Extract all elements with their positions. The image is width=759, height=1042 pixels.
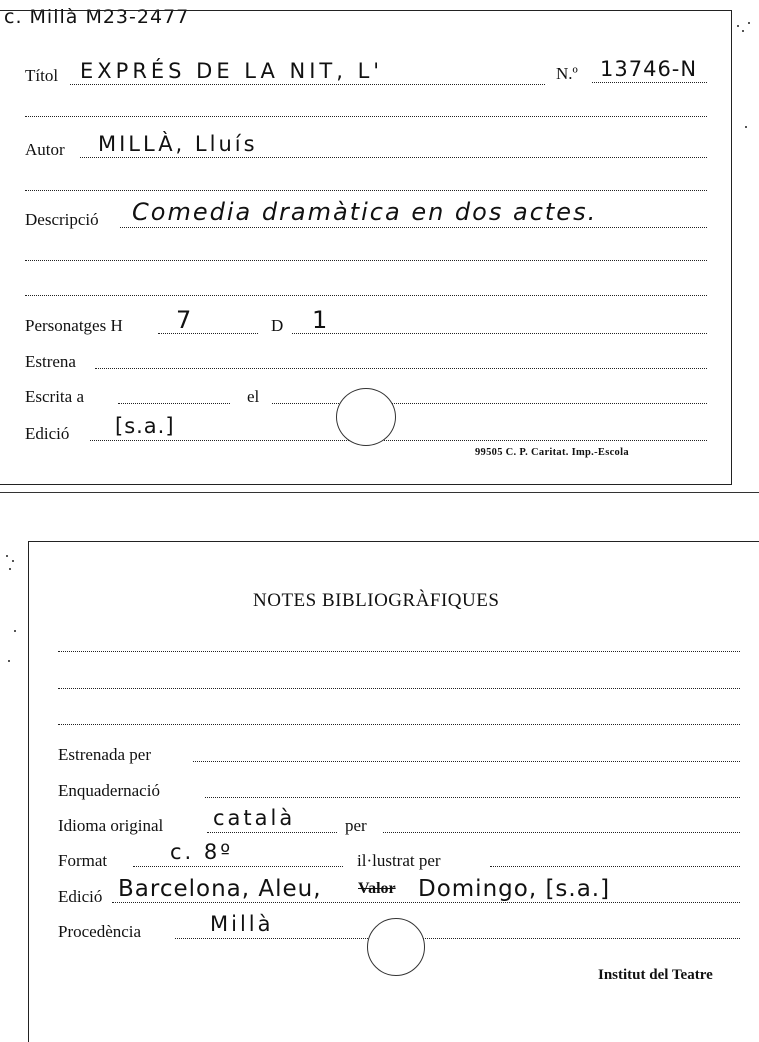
blank-line [58, 651, 740, 652]
personatges-h-value: 7 [176, 306, 194, 334]
titol-line [70, 84, 545, 85]
personatges-label: Personatges H [25, 316, 123, 335]
descripcio-value: Comedia dramàtica en dos actes. [132, 198, 598, 226]
edicio2-label: Edició [58, 887, 103, 906]
top-annotation: c. Millà M23-2477 [4, 6, 190, 28]
edicio2-line [112, 902, 740, 903]
blank-line [58, 724, 740, 725]
estrena-line [95, 368, 707, 369]
institut-footer: Institut del Teatre [598, 967, 713, 983]
scan-speck [9, 568, 11, 570]
titol-label: Títol [25, 66, 59, 85]
punch-hole [336, 388, 396, 446]
procedencia-label: Procedència [58, 922, 142, 941]
idioma-value: català [213, 806, 296, 830]
enquadernacio-label: Enquadernació [58, 781, 160, 800]
illustrat-line [490, 866, 740, 867]
format-label: Format [58, 851, 108, 870]
scan-speck [748, 22, 750, 24]
scan-speck [737, 25, 739, 27]
per-label: per [345, 816, 367, 835]
edicio2-value-start: Barcelona, Aleu, [118, 876, 322, 902]
procedencia-line [175, 938, 740, 939]
illustrat-label: il·lustrat per [357, 851, 441, 870]
numero-label: N.º [556, 64, 578, 83]
escrita-line [118, 403, 230, 404]
enquadernacio-line [205, 797, 740, 798]
personatges-d-label: D [271, 316, 284, 335]
el-line [272, 403, 707, 404]
personatges-h-line [158, 333, 258, 334]
blank-line [58, 688, 740, 689]
procedencia-value: Millà [210, 912, 274, 936]
edicio-line [90, 440, 707, 441]
autor-value: MILLÀ, Lluís [98, 132, 258, 156]
titol-value: EXPRÉS DE LA NIT, L' [80, 59, 384, 83]
idioma-label: Idioma original [58, 816, 164, 835]
numero-line [592, 82, 707, 83]
printer-imprint: 99505 C. P. Caritat. Imp.-Escola [475, 447, 629, 458]
scan-speck [742, 30, 744, 32]
numero-value: 13746-N [600, 57, 698, 81]
descripcio-label: Descripció [25, 210, 99, 229]
autor-label: Autor [25, 140, 65, 159]
blank-line [25, 260, 707, 261]
personatges-d-line [292, 333, 707, 334]
escrita-label: Escrita a [25, 387, 84, 406]
punch-hole [367, 918, 425, 976]
descripcio-line [120, 227, 707, 228]
estrena-label: Estrena [25, 352, 76, 371]
scan-speck [12, 560, 14, 562]
notes-heading: NOTES BIBLIOGRÀFIQUES [253, 590, 500, 611]
edicio2-struck: Valor [358, 880, 396, 897]
estrenada-line [193, 761, 740, 762]
card-divider-line [0, 492, 759, 493]
format-line [133, 866, 343, 867]
idioma-line [207, 832, 337, 833]
el-label: el [247, 387, 260, 406]
format-value: c. 8º [170, 840, 234, 864]
edicio-value: [s.a.] [115, 414, 175, 438]
edicio-label: Edició [25, 424, 70, 443]
blank-line [25, 116, 707, 117]
scan-speck [6, 555, 8, 557]
blank-line [25, 190, 707, 191]
personatges-d-value: 1 [312, 306, 330, 334]
estrenada-label: Estrenada per [58, 745, 151, 764]
scan-speck [745, 126, 747, 128]
edicio2-value-end: Domingo, [s.a.] [418, 876, 611, 902]
blank-line [25, 295, 707, 296]
per-line [383, 832, 740, 833]
scan-speck [14, 630, 16, 632]
autor-line [80, 157, 707, 158]
scan-speck [8, 660, 10, 662]
